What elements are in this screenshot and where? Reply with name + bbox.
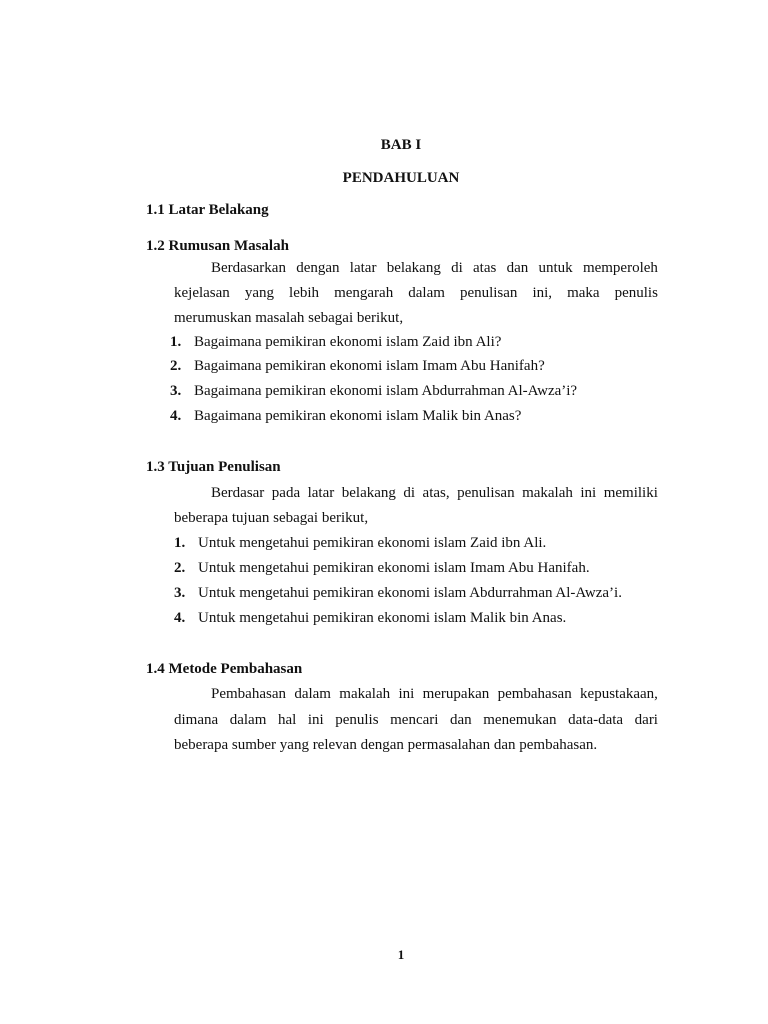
list-text: Bagaimana pemikiran ekonomi islam Malik bin Anas? bbox=[194, 408, 522, 424]
word: di bbox=[451, 260, 463, 276]
paragraph-line bbox=[211, 686, 658, 703]
paragraph-line: merumuskan masalah sebagai berikut, bbox=[174, 310, 404, 326]
list-number: 1. bbox=[170, 334, 182, 350]
word: makalah bbox=[522, 485, 573, 501]
list-text: Bagaimana pemikiran ekonomi islam Zaid ibn Ali? bbox=[194, 334, 502, 350]
word: untuk bbox=[538, 260, 573, 276]
word: belakang bbox=[386, 260, 441, 276]
list-text: Untuk mengetahui pemikiran ekonomi islam Zaid ibn Ali. bbox=[198, 535, 547, 551]
paragraph-line bbox=[211, 260, 658, 277]
word: penulis bbox=[614, 285, 658, 301]
list-number: 3. bbox=[170, 383, 182, 399]
word: penulisan bbox=[457, 485, 515, 501]
word: pembahasan bbox=[497, 686, 572, 702]
word: latar bbox=[307, 485, 335, 501]
list-text: Untuk mengetahui pemikiran ekonomi islam Imam Abu Hanifah. bbox=[198, 560, 590, 576]
word: di bbox=[403, 485, 416, 501]
paragraph-line: beberapa tujuan sebagai berikut, bbox=[174, 510, 369, 526]
list-text: Untuk mengetahui pemikiran ekonomi islam Abdurrahman Al-Awza’i. bbox=[198, 585, 622, 601]
chapter-title: PENDAHULUAN bbox=[342, 170, 460, 186]
paragraph-line bbox=[174, 285, 658, 302]
word: dalam bbox=[229, 712, 267, 728]
list-number: 2. bbox=[174, 560, 186, 576]
word: dalam bbox=[294, 686, 331, 702]
word: memiliki bbox=[603, 485, 658, 501]
word: dari bbox=[634, 712, 658, 728]
word: data-data bbox=[568, 712, 624, 728]
paragraph-line bbox=[174, 712, 658, 729]
word: lebih bbox=[289, 285, 320, 301]
section-heading-rumusan-masalah: 1.2 Rumusan Masalah bbox=[146, 238, 289, 254]
word: makalah bbox=[339, 686, 391, 702]
word: mengarah bbox=[334, 285, 394, 301]
word: dan bbox=[450, 712, 472, 728]
section-heading-tujuan-penulisan: 1.3 Tujuan Penulisan bbox=[146, 459, 281, 475]
word: ini, bbox=[532, 285, 553, 301]
word: mencari bbox=[390, 712, 439, 728]
word: yang bbox=[244, 285, 275, 301]
paragraph-line: beberapa sumber yang relevan dengan permasalahan dan pembahasan. bbox=[174, 737, 598, 753]
list-number: 3. bbox=[174, 585, 186, 601]
word: hal bbox=[277, 712, 297, 728]
list-text: Bagaimana pemikiran ekonomi islam Abdurrahman Al-Awza’i? bbox=[194, 383, 578, 399]
word: dan bbox=[506, 260, 529, 276]
word: kepustakaan, bbox=[580, 686, 658, 702]
word: ini bbox=[398, 686, 415, 702]
word: belakang bbox=[341, 485, 396, 501]
word: memperoleh bbox=[582, 260, 658, 276]
word: ini bbox=[307, 712, 324, 728]
word: ini bbox=[580, 485, 597, 501]
word: dalam bbox=[408, 285, 445, 301]
word: maka bbox=[567, 285, 600, 301]
word: Pembahasan bbox=[211, 686, 286, 702]
word: dengan bbox=[296, 260, 340, 276]
word: Berdasarkan bbox=[211, 260, 286, 276]
word: penulis bbox=[335, 712, 379, 728]
list-text: Untuk mengetahui pemikiran ekonomi islam Malik bin Anas. bbox=[198, 610, 567, 626]
word: merupakan bbox=[422, 686, 490, 702]
chapter-label: BAB I bbox=[380, 137, 422, 153]
list-number: 1. bbox=[174, 535, 186, 551]
word: atas bbox=[473, 260, 497, 276]
word: menemukan bbox=[483, 712, 557, 728]
section-heading-latar-belakang: 1.1 Latar Belakang bbox=[146, 202, 269, 218]
paragraph-line bbox=[211, 485, 658, 502]
word: latar bbox=[349, 260, 377, 276]
list-text: Bagaimana pemikiran ekonomi islam Imam Abu Hanifah? bbox=[194, 358, 545, 374]
word: penulisan bbox=[459, 285, 518, 301]
section-heading-metode-pembahasan: 1.4 Metode Pembahasan bbox=[146, 661, 303, 677]
word: Berdasar bbox=[211, 485, 265, 501]
word: dimana bbox=[174, 712, 219, 728]
page-number: 1 bbox=[397, 947, 405, 962]
list-number: 4. bbox=[170, 408, 182, 424]
list-number: 2. bbox=[170, 358, 182, 374]
word: kejelasan bbox=[174, 285, 230, 301]
word: atas, bbox=[422, 485, 450, 501]
word: pada bbox=[271, 485, 301, 501]
list-number: 4. bbox=[174, 610, 186, 626]
